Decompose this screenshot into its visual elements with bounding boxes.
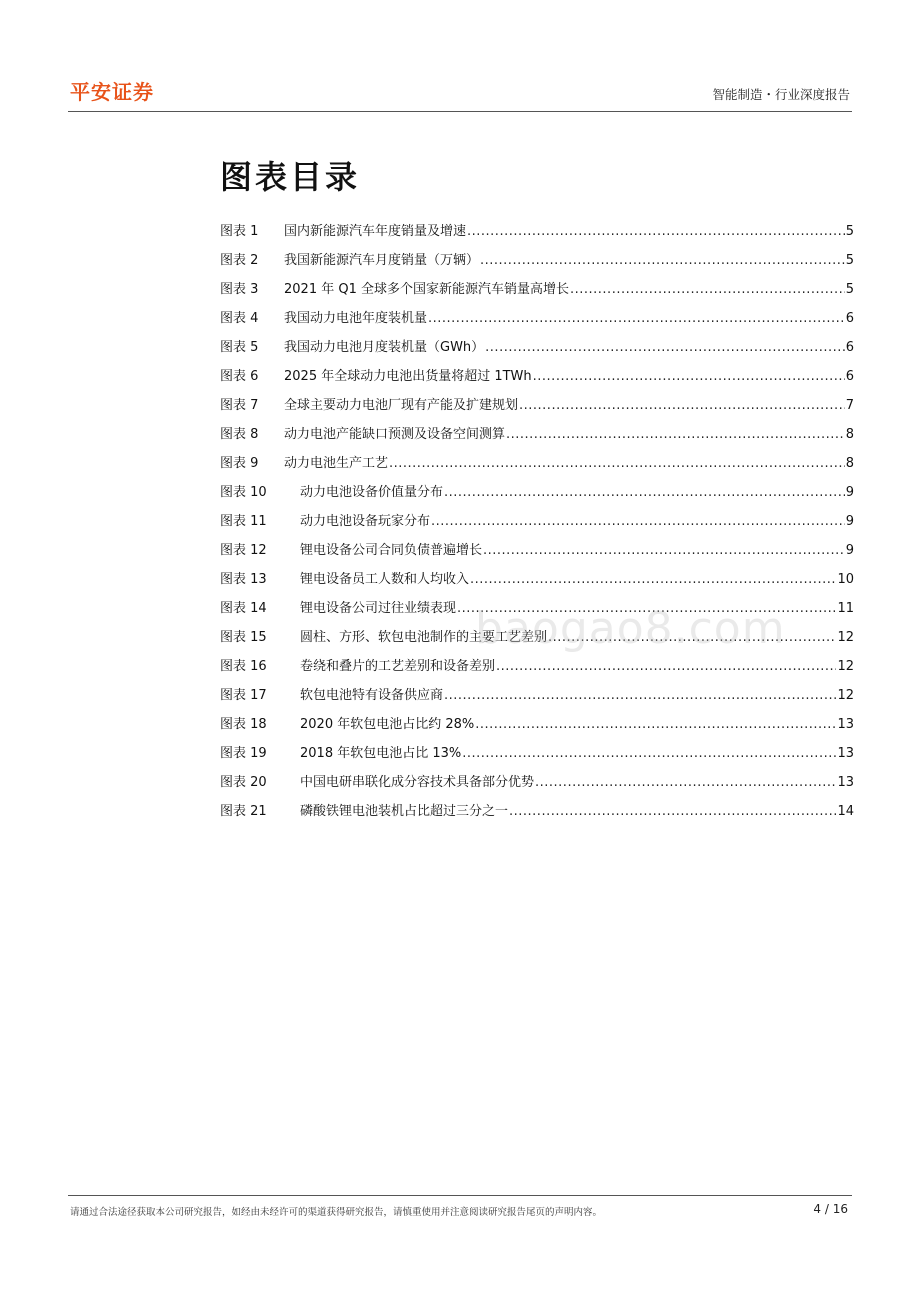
toc-leader-dots (535, 771, 836, 795)
toc-leader-dots (483, 539, 845, 563)
toc-page-number[interactable]: 8 (845, 456, 854, 471)
page-title: 图表目录 (220, 158, 361, 196)
toc-leader-dots (480, 249, 845, 273)
toc-row[interactable] (220, 336, 854, 360)
toc-page-number[interactable]: 13 (837, 746, 854, 761)
toc-page-number[interactable]: 12 (837, 630, 854, 645)
footer-disclaimer: 请通过合法途径获取本公司研究报告，如经由未经许可的渠道获得研究报告，请慎重使用并注意阅读研究报告尾页的声明内容。 (70, 1207, 603, 1218)
brand-logo: 平安证券 (70, 80, 154, 104)
toc-leader-dots (467, 220, 845, 244)
toc-label: 图表 8 (220, 427, 259, 442)
toc-title[interactable]: 2018 年软包电池占比 13% (300, 746, 462, 761)
toc-label: 图表 17 (220, 688, 267, 703)
toc-label: 图表 6 (220, 369, 259, 384)
toc-label: 图表 2 (220, 253, 259, 268)
toc-row[interactable] (220, 423, 854, 447)
toc-page-number[interactable]: 14 (837, 804, 854, 819)
toc-leader-dots (457, 597, 836, 621)
toc-label: 图表 19 (220, 746, 267, 761)
toc-page-number[interactable]: 6 (845, 369, 854, 384)
toc-page-number[interactable]: 13 (837, 775, 854, 790)
toc-title[interactable]: 国内新能源汽车年度销量及增速 (284, 224, 467, 239)
toc-leader-dots (506, 423, 845, 447)
toc-title[interactable]: 锂电设备公司合同负债普遍增长 (300, 543, 483, 558)
toc-row[interactable] (220, 394, 854, 418)
toc-page-number[interactable]: 5 (845, 253, 854, 268)
toc-row[interactable] (220, 481, 854, 505)
toc-title[interactable]: 动力电池产能缺口预测及设备空间测算 (284, 427, 506, 442)
toc-row[interactable] (220, 771, 854, 795)
toc-label: 图表 20 (220, 775, 267, 790)
toc-label: 图表 11 (220, 514, 267, 529)
header-divider (68, 111, 852, 112)
toc-title[interactable]: 我国动力电池年度装机量 (284, 311, 428, 326)
toc-row[interactable] (220, 655, 854, 679)
toc-title[interactable]: 2021 年 Q1 全球多个国家新能源汽车销量高增长 (284, 282, 569, 297)
toc-label: 图表 15 (220, 630, 267, 645)
toc-label: 图表 12 (220, 543, 267, 558)
toc-leader-dots (533, 365, 845, 389)
toc-page-number[interactable]: 7 (845, 398, 854, 413)
toc-row[interactable] (220, 278, 854, 302)
toc-leader-dots (519, 394, 845, 418)
toc-leader-dots (496, 655, 836, 679)
toc-row[interactable] (220, 452, 854, 476)
toc-leader-dots (389, 452, 845, 476)
watermark: baogao8.com (475, 603, 786, 654)
toc-title[interactable]: 我国新能源汽车月度销量（万辆） (284, 253, 480, 268)
toc-row[interactable] (220, 713, 854, 737)
toc-row[interactable] (220, 510, 854, 534)
toc-label: 图表 16 (220, 659, 267, 674)
toc-leader-dots (570, 278, 845, 302)
toc-leader-dots (444, 684, 836, 708)
toc-row[interactable] (220, 307, 854, 331)
toc-leader-dots (428, 307, 845, 331)
toc-title[interactable]: 中国电研串联化成分容技术具备部分优势 (300, 775, 535, 790)
toc-page-number[interactable]: 6 (845, 340, 854, 355)
toc-page-number[interactable]: 8 (845, 427, 854, 442)
toc-row[interactable] (220, 220, 854, 244)
toc-title[interactable]: 圆柱、方形、软包电池制作的主要工艺差别 (300, 630, 548, 645)
toc-page-number[interactable]: 12 (837, 659, 854, 674)
toc-page-number[interactable]: 10 (837, 572, 854, 587)
toc-title[interactable]: 2020 年软包电池占比约 28% (300, 717, 475, 732)
toc-label: 图表 13 (220, 572, 267, 587)
toc-page-number[interactable]: 6 (845, 311, 854, 326)
toc-label: 图表 7 (220, 398, 259, 413)
toc-row[interactable] (220, 249, 854, 273)
toc-title[interactable]: 软包电池特有设备供应商 (300, 688, 444, 703)
toc-row[interactable] (220, 626, 854, 650)
toc-leader-dots (444, 481, 845, 505)
toc-leader-dots (431, 510, 845, 534)
page-number: 4 / 16 (813, 1202, 848, 1216)
toc-leader-dots (470, 568, 836, 592)
report-type: 智能制造・行业深度报告 (712, 87, 850, 102)
toc-title[interactable]: 动力电池生产工艺 (284, 456, 389, 471)
toc-page-number[interactable]: 11 (837, 601, 854, 616)
toc-title[interactable]: 全球主要动力电池厂现有产能及扩建规划 (284, 398, 519, 413)
toc-label: 图表 3 (220, 282, 259, 297)
toc-page-number[interactable]: 9 (845, 514, 854, 529)
toc-title[interactable]: 磷酸铁锂电池装机占比超过三分之一 (300, 804, 509, 819)
toc-title[interactable]: 锂电设备公司过往业绩表现 (300, 601, 457, 616)
toc-label: 图表 9 (220, 456, 259, 471)
toc-row[interactable] (220, 365, 854, 389)
toc-title[interactable]: 动力电池设备玩家分布 (300, 514, 431, 529)
toc-label: 图表 14 (220, 601, 267, 616)
toc-label: 图表 1 (220, 224, 259, 239)
toc-row[interactable] (220, 800, 854, 824)
toc-page-number[interactable]: 9 (845, 543, 854, 558)
toc-leader-dots (485, 336, 845, 360)
toc-label: 图表 18 (220, 717, 267, 732)
toc-row[interactable] (220, 684, 854, 708)
toc-label: 图表 21 (220, 804, 267, 819)
toc-title[interactable]: 锂电设备员工人数和人均收入 (300, 572, 470, 587)
toc-row[interactable] (220, 597, 854, 621)
toc-leader-dots (462, 742, 836, 766)
toc-row[interactable] (220, 539, 854, 563)
toc-label: 图表 4 (220, 311, 259, 326)
footer-divider (68, 1195, 852, 1196)
toc-title[interactable]: 卷绕和叠片的工艺差别和设备差别 (300, 659, 496, 674)
toc-row[interactable] (220, 568, 854, 592)
toc-title[interactable]: 我国动力电池月度装机量（GWh） (284, 340, 485, 355)
toc-label: 图表 5 (220, 340, 259, 355)
toc-title[interactable]: 动力电池设备价值量分布 (300, 485, 444, 500)
toc-page-number[interactable]: 13 (837, 717, 854, 732)
toc-leader-dots (548, 626, 836, 650)
toc-label: 图表 10 (220, 485, 267, 500)
toc-page-number[interactable]: 5 (845, 224, 854, 239)
toc-leader-dots (475, 713, 836, 737)
toc-row[interactable] (220, 742, 854, 766)
toc-page-number[interactable]: 5 (845, 282, 854, 297)
toc-page-number[interactable]: 9 (845, 485, 854, 500)
toc-leader-dots (509, 800, 836, 824)
toc-title[interactable]: 2025 年全球动力电池出货量将超过 1TWh (284, 369, 532, 384)
toc-page-number[interactable]: 12 (837, 688, 854, 703)
